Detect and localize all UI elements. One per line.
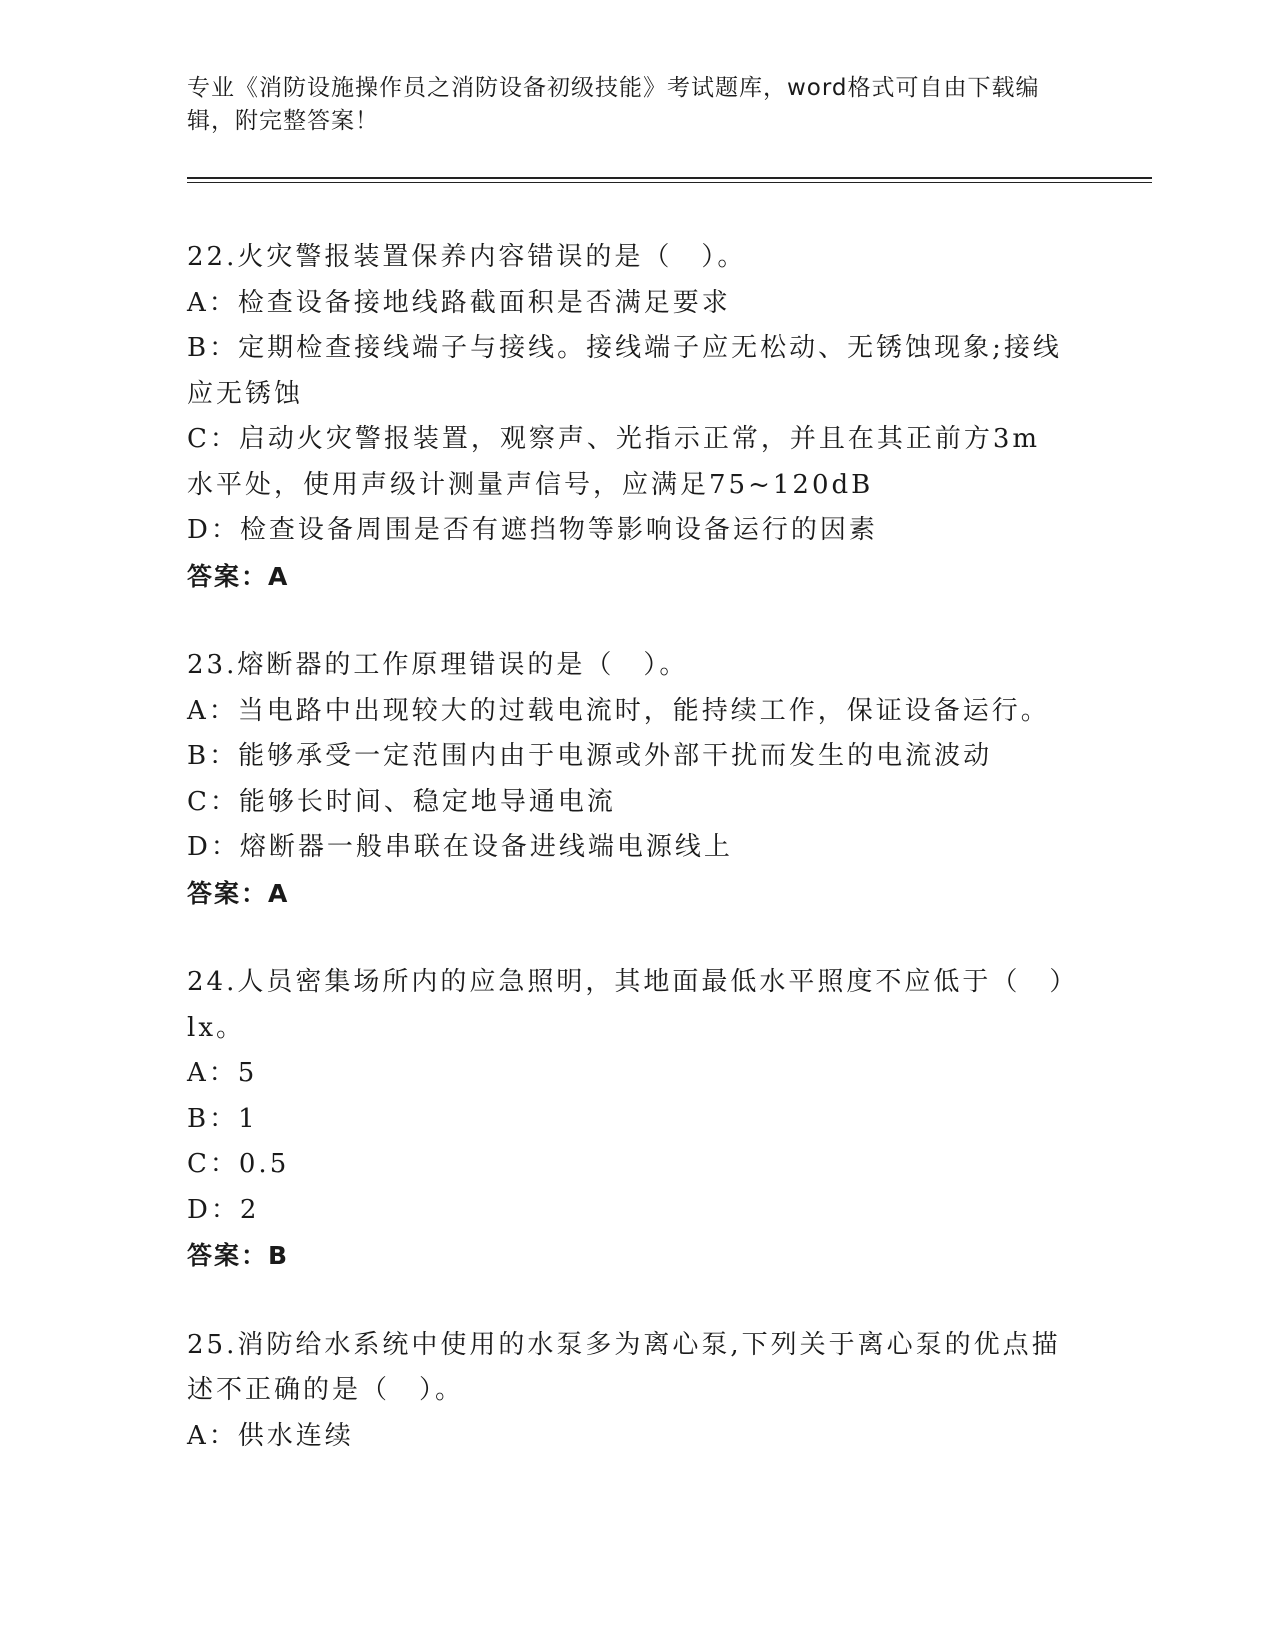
question-23: [187, 643, 1067, 916]
option-a: A：供水连续: [187, 1420, 354, 1451]
option-a: A：当电路中出现较大的过载电流时，能持续工作，保证设备运行。: [187, 695, 1050, 726]
option-b: B：定期检查接线端子与接线。接线端子应无松动、无锈蚀现象;接线应无锈蚀: [187, 333, 1062, 409]
document-header: 专业《消防设施操作员之消防设备初级技能》考试题库，word格式可自由下载编辑，附完整答案！: [187, 75, 1040, 134]
option-a: A：5: [187, 1058, 258, 1088]
question-stem: 23.熔断器的工作原理错误的是（ ）。: [187, 650, 689, 680]
header-divider-bottom: [187, 182, 1152, 183]
question-22: [187, 235, 1067, 599]
option-b: B：能够承受一定范围内由于电源或外部干扰而发生的电流波动: [187, 741, 993, 771]
option-d: D：检查设备周围是否有遮挡物等影响设备运行的因素: [187, 515, 878, 545]
option-d: D：熔断器一般串联在设备进线端电源线上: [187, 832, 733, 862]
question-24: [187, 960, 1067, 1279]
answer-label: 答案：B: [187, 1241, 290, 1270]
option-b: B：1: [187, 1103, 258, 1134]
question-stem: 22.火灾警报装置保养内容错误的是（ ）。: [187, 242, 747, 272]
option-c: C：启动火灾警报装置，观察声、光指示正常，并且在其正前方3m水平处，使用声级计测量声信号，应满足75~120dB: [187, 424, 1041, 500]
question-stem: 24.人员密集场所内的应急照明，其地面最低水平照度不应低于（ ）lx。: [187, 967, 1066, 1043]
option-c: C：0.5: [187, 1149, 290, 1179]
question-list: [187, 235, 1067, 1459]
answer-label: 答案：A: [187, 878, 290, 908]
question-25: [187, 1323, 1067, 1460]
header-divider-top: [187, 177, 1152, 179]
question-stem: 25.消防给水系统中使用的水泵多为离心泵,下列关于离心泵的优点描述不正确的是（ ）。: [187, 1329, 1061, 1405]
answer-label: 答案：A: [187, 561, 290, 591]
option-d: D：2: [187, 1194, 260, 1225]
option-c: C：能够长时间、稳定地导通电流: [187, 786, 616, 817]
option-a: A：检查设备接地线路截面积是否满足要求: [187, 287, 731, 318]
